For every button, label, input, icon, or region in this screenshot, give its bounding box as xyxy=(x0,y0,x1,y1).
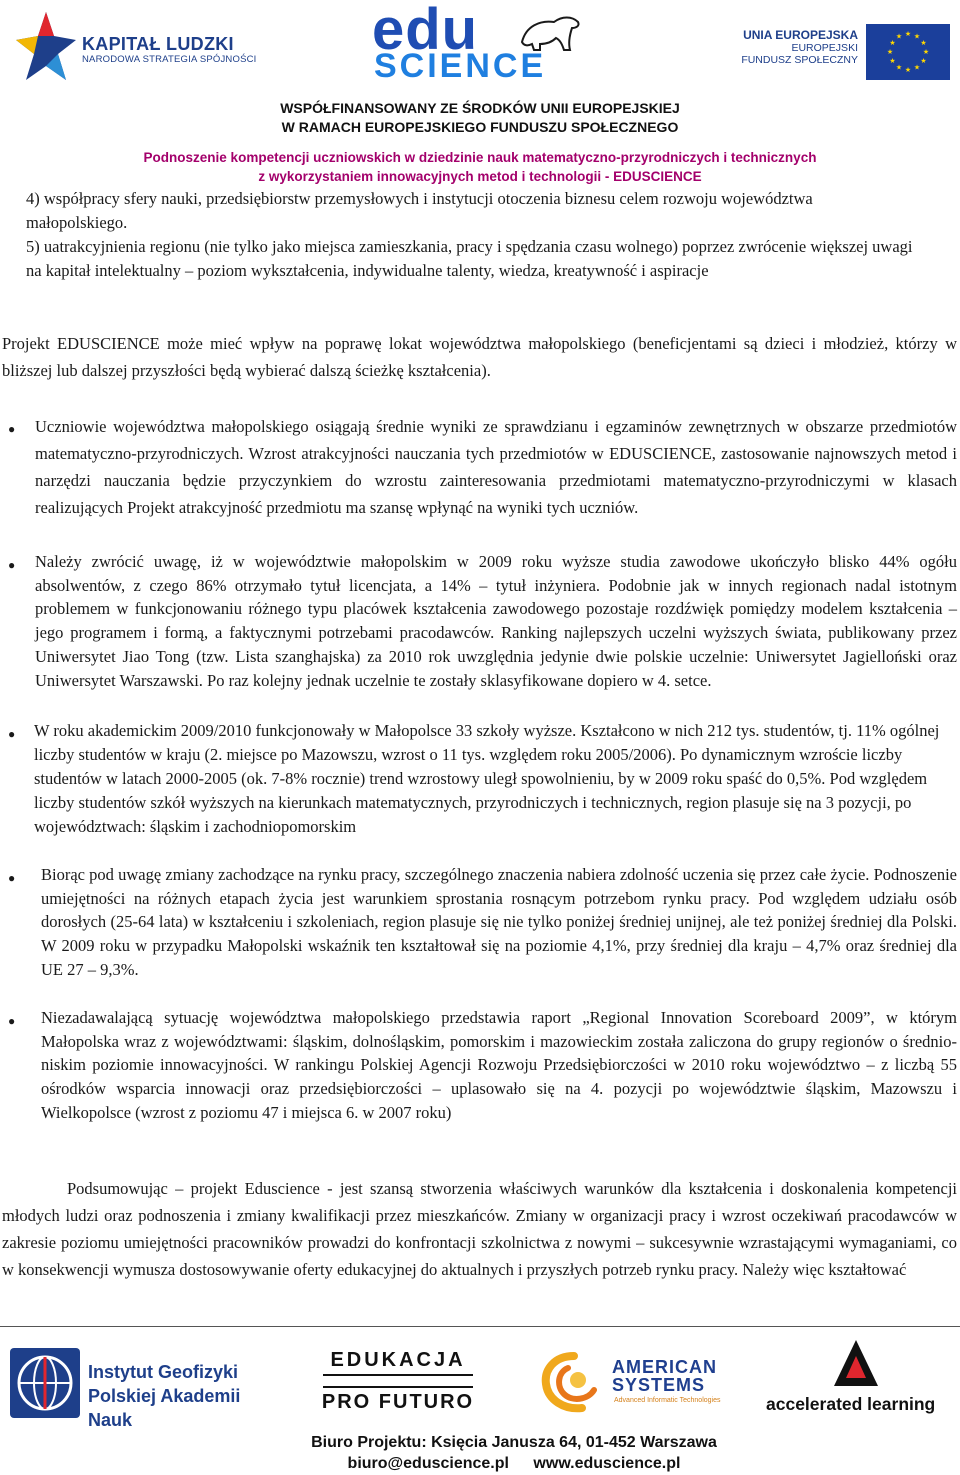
svg-text:★: ★ xyxy=(886,48,894,56)
bullet-paragraph-4: Biorąc pod uwagę zmiany zachodzące na rynku pracy, szczególnego znaczenia nabiera zdolność uczenia się przez całe życie. Podnoszenie umiejętności na różnych etapach życia jest warunkiem sprostania rosnącym potrzebom rynku pracy. Pod względem udziału osób dorosłych (25-64 lata) w kształceniu i szkoleniach, region plasuje się nie tylko poniżej średniej unijnej, ale też poniżej średniej dla Polski. W 2009 roku w przypadku Małopolski wskaźnik ten kształtował się na poziomie 4,1%, przy średniej dla kraju – 4,7% oraz średniej dla UE 27 – 9,3%. xyxy=(41,865,957,979)
accelerated-learning-logo xyxy=(764,1340,954,1420)
igf-globe-icon xyxy=(10,1348,80,1418)
eu-logo-line2: EUROPEJSKI xyxy=(791,42,858,54)
cofinancing-line1: WSPÓŁFINANSOWANY ZE ŚRODKÓW UNII EUROPEJSKIEJ xyxy=(280,100,680,116)
edukacja-pro-futuro-logo xyxy=(302,1348,494,1420)
eu-logo-line3: FUNDUSZ SPOŁECZNY xyxy=(741,54,858,66)
igf-line1: Instytut Geofizyki xyxy=(88,1362,239,1382)
eduscience-logo-science: SCIENCE xyxy=(374,47,547,85)
accelerated-learning-text: accelerated learning xyxy=(766,1394,936,1414)
bullet-icon: ● xyxy=(8,422,16,436)
footer-divider xyxy=(0,1326,960,1327)
eu-flag-icon xyxy=(866,24,950,80)
american-systems-tagline: Advanced Informatic Technologies xyxy=(614,1397,721,1404)
svg-text:★: ★ xyxy=(922,48,930,56)
intro-paragraph: Projekt EDUSCIENCE może mieć wpływ na poprawę lokat województwa małopolskiego (beneficjentami są dzieci i młodzież, którzy w bliższej lub dalszej przyszłości będą wybierać dalszą ścieżkę kształcenia). xyxy=(2,334,957,380)
svg-text:★: ★ xyxy=(904,66,912,74)
eduscience-logo-edu: edu xyxy=(372,0,479,62)
american-word: AMERICAN xyxy=(612,1357,717,1377)
website-link[interactable]: www.eduscience.pl xyxy=(533,1455,681,1472)
kapital-ludzki-star-icon xyxy=(16,10,76,84)
cofinancing-notice xyxy=(0,99,960,137)
contact-line xyxy=(0,1453,960,1474)
svg-text:★: ★ xyxy=(920,39,927,47)
bullet-paragraph-2: Należy zwrócić uwagę, iż w województwie małopolskim w 2009 roku wyższe studia zawodowe ukończyło blisko 44% ogółu absolwentów, z czego 86% otrzymało tytuł licencjata, a 14% – tytuł inżyniera. Podobnie jak w innych regionach nadal istotnym problemem w funkcjonowaniu różnego typu placówek kształcenia zawodowego pozostaje rozdźwięk pomiędzy modelem kształcenia – jego programem i formą, a faktycznymi potrzebami pracodawców. Ranking najlepszych uczelni wyższych świata, publikowany przez Uniwersytet Jiao Tong (tzw. Lista szanghajska) za 2010 rok uwzględnia jedynie dwie polskie uczelnie: Uniwersytet Jagielloński oraz Uniwersytet Warszawski. Po raz kolejny jednak uczelnie te zostały sklasyfikowane dopiero w 4. setce. xyxy=(35,552,957,690)
bullet-paragraph-5: Niezadawalającą sytuację województwa małopolskiego przedstawia raport „Regional Innovation Scoreboard 2009”, w którym Małopolska wraz z województwami: śląskim, dolnośląskim, pomorskim i mazowieckim została zaliczona do grupy regionów o średnio-niskim poziomie innowacyjności. W rankingu Polskiej Agencji Rozwoju Przedsiębiorczości w 2010 roku województwo – z liczbą 55 ośrodków wsparcia innowacji oraz przedsiębiorczości – uplasowało się na 4. pozycji po województwie śląskim, Mazowszu i Wielkopolsce (wzrost z poziomu 47 i miejsca 6. w 2007 roku) xyxy=(41,1008,957,1122)
igf-pan-logo xyxy=(10,1348,270,1430)
kapital-ludzki-subtitle: NARODOWA STRATEGIA SPÓJNOŚCI xyxy=(82,54,257,65)
project-title-line2: z wykorzystaniem innowacyjnych metod i technologii - EDUSCIENCE xyxy=(258,169,702,184)
project-title-line1: Podnoszenie kompetencji uczniowskich w dziedzinie nauk matematyczno-przyrodniczych i technicznych xyxy=(143,150,817,165)
svg-text:★: ★ xyxy=(889,39,896,47)
bullet-paragraph-1: Uczniowie województwa małopolskiego osiągają średnie wyniki ze sprawdzianu i egzaminów zewnętrznych w obszarze przedmiotów matematyczno-przyrodniczych. Wzrost atrakcyjności nauczania tych przedmiotów w EDUSCIENCE, zastosowanie najnowszych metod i narzędzi nauczania będzie przyczynkiem do wzrostu zainteresowania przedmiotami matematyczno-przyrodniczymi w klasach realizujących Projekt atrakcyjność przedmiotu ma szansę wpłynąć na wyniki tych uczniów. xyxy=(35,417,957,517)
project-office-address: Biuro Projektu: Księcia Janusza 64, 01-452 Warszawa xyxy=(311,1434,717,1451)
svg-text:★: ★ xyxy=(895,63,903,72)
summary-paragraph: Podsumowując – projekt Eduscience - jest szansą stworzenia właściwych warunków dla kształcenia i doskonalenia kompetencji młodych ludzi oraz podnoszenia i zmiany kwalifikacji przez mieszkańców. Zmiany w organizacji pracy i wzrost oczekiwań pracodawców w zakresie poziomu umiejętności pracowników prowadzi do konfrontacji szkolnictwa z nowymi – sukcesywnie wzrastającymi wymaganiami, co w konsekwencji wymusza dostosowywanie oferty edukacyjnej do aktualnych i przyszłych potrzeb rynku pracy. Należy więc kształtować xyxy=(2,1179,957,1279)
eu-logo xyxy=(740,20,950,80)
project-title xyxy=(0,148,960,186)
svg-text:★: ★ xyxy=(895,32,903,41)
pro-futuro-word: PRO FUTURO xyxy=(321,1391,475,1413)
systems-word: SYSTEMS xyxy=(612,1375,706,1395)
polar-bear-icon xyxy=(520,12,582,52)
kapital-ludzki-title: KAPITAŁ LUDZKI xyxy=(82,34,234,54)
bullet-icon: ● xyxy=(8,1014,16,1028)
bullet-paragraph-3: W roku akademickim 2009/2010 funkcjonowały w Małopolsce 33 szkoły wyższe. Kształcono w nich 212 tys. studentów, tj. 11% ogólnej liczby studentów w kraju (2. miejsce po Mazowszu, wzrost o 11 tys. względem roku 2005/2006). Po dynamicznym wzroście liczby studentów w latach 2000-2005 (ok. 7-8% rocznie) trend wzrostowy uległ spowolnieniu, by w 2009 roku spaść do 0,5%. Pod względem liczby studentów szkół wyższych na kierunkach matematycznych, przyrodniczych i technicznych, region plasuje się na 3 pozycji, po województwach: śląskim i zachodniopomorskim xyxy=(34,721,940,836)
accelerated-learning-triangle-icon xyxy=(834,1340,878,1386)
list-item-5: 5) uatrakcyjnienia regionu (nie tylko jako miejsca zamieszkania, pracy i spędzania czasu wolnego) poprzez zwrócenie większej uwagi na kapitał intelektualny – poziom wykształcenia, indywidualne talenty, wiedza, kreatywność i aspiracje xyxy=(26,237,913,280)
eu-logo-line1: UNIA EUROPEJSKA xyxy=(743,28,858,42)
page-header xyxy=(0,0,960,92)
svg-text:★: ★ xyxy=(920,57,927,65)
list-item-4: 4) współpracy sfery nauki, przedsiębiorstw przemysłowych i instytucji otoczenia biznesu celem rozwoju województwa małopolskiego. xyxy=(26,189,813,232)
bullet-icon: ● xyxy=(8,558,16,572)
american-systems-swirl-icon xyxy=(538,1350,610,1414)
svg-text:★: ★ xyxy=(913,63,921,72)
svg-text:★: ★ xyxy=(904,30,912,38)
svg-text:★: ★ xyxy=(889,57,896,65)
american-systems-logo xyxy=(538,1350,738,1414)
email-link[interactable]: biuro@eduscience.pl xyxy=(347,1455,509,1472)
svg-text:★: ★ xyxy=(913,32,921,41)
edukacja-word: EDUKACJA xyxy=(330,1349,466,1371)
bullet-icon: ● xyxy=(8,727,16,741)
kapital-ludzki-logo xyxy=(16,10,266,84)
eduscience-logo xyxy=(372,0,586,86)
cofinancing-line2: W RAMACH EUROPEJSKIEGO FUNDUSZU SPOŁECZNEGO xyxy=(281,119,679,135)
bullet-icon: ● xyxy=(8,871,16,885)
edukacja-stripes xyxy=(323,1374,473,1388)
igf-line2: Polskiej Akademii Nauk xyxy=(88,1386,241,1430)
